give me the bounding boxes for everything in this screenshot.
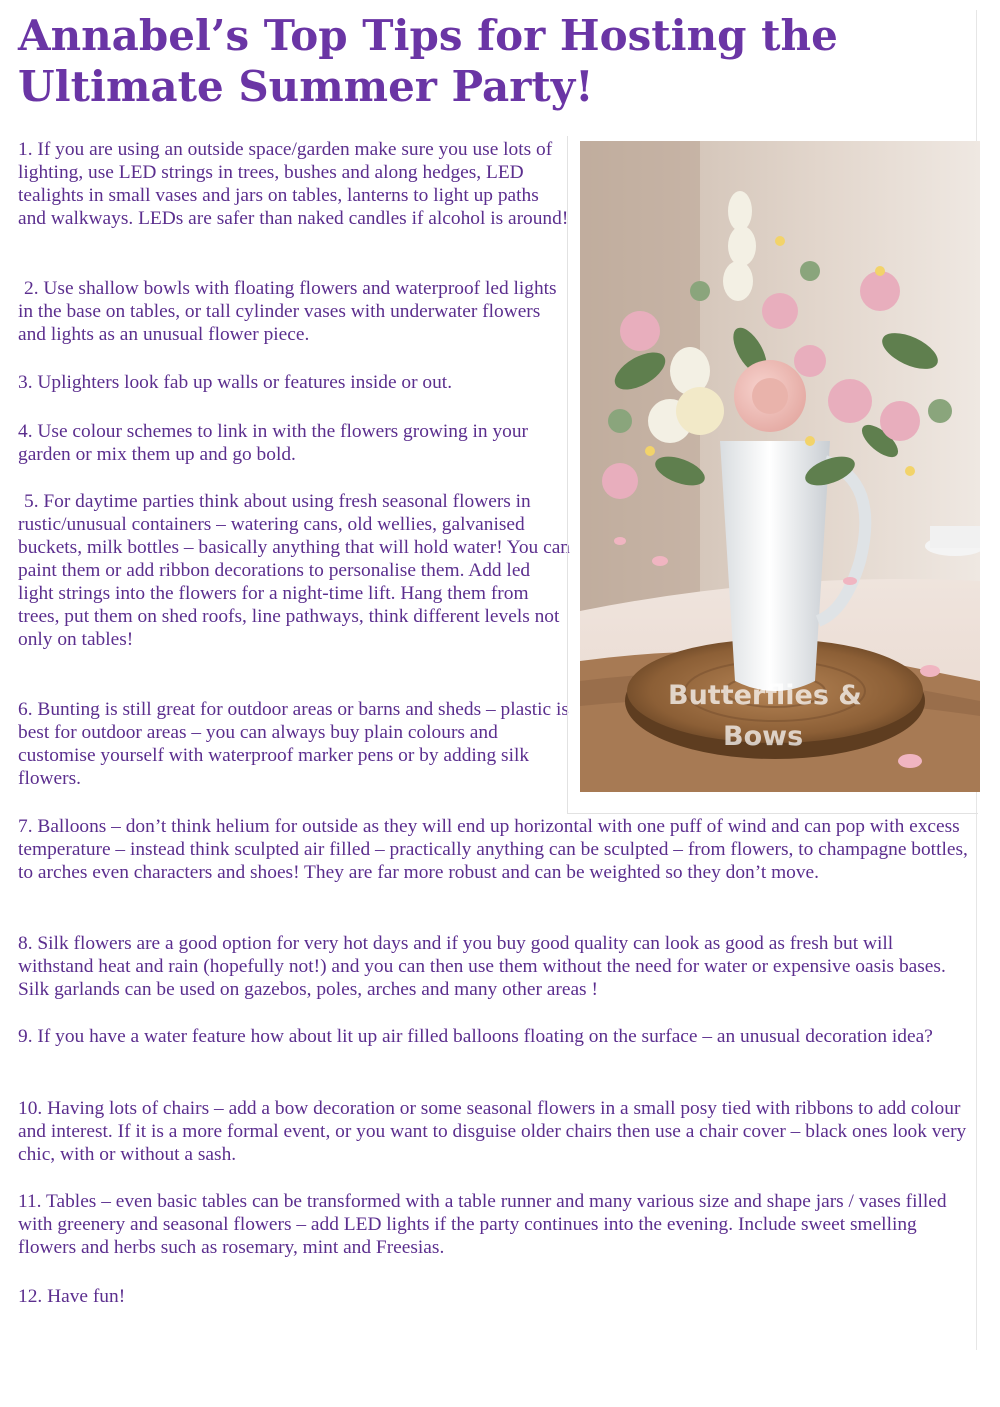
flower-jug-photo [580, 141, 980, 792]
tip-3: 3. Uplighters look fab up walls or features inside or out. [18, 372, 453, 393]
tip-2: 2. Use shallow bowls with floating flowers and waterproof led lights in the base on tables, or tall cylinder vases with underwater flowers and lights as an unusual flower piece. [18, 278, 557, 345]
watermark-line-2: Bows [723, 721, 804, 752]
tip-5: 5. For daytime parties think about using fresh seasonal flowers in rustic/unusual containers – watering cans, old wellies, galvanised buckets, milk bottles – basically anything that will hold water! You can paint them or add ribbon decorations to personalise them. Add led light strings into the flowers for a night-time lift. Hang them from trees, put them on shed roofs, line pathways, think different levels not only on tables! [18, 491, 571, 650]
tip-12: 12. Have fun! [18, 1286, 126, 1307]
page-title: Annabel’s Top Tips for Hosting the Ultimate Summer Party! [18, 11, 838, 111]
tip-11: 11. Tables – even basic tables can be transformed with a table runner and many various size and shape jars / vases filled with greenery and seasonal flowers – add LED lights if the party continues into the evening. Include sweet smelling flowers and herbs such as rosemary, mint and Freesias. [18, 1191, 947, 1258]
tip-1: 1. If you are using an outside space/garden make sure you use lots of lighting, use LED strings in trees, bushes and along hedges, LED tealights in small vases and jars on tables, lanterns to light up paths and walkways. LEDs are safer than naked candles if alcohol is around! [18, 139, 569, 229]
tip-10: 10. Having lots of chairs – add a bow decoration or some seasonal flowers in a small posy tied with ribbons to add colour and interest. If it is a more formal event, or you want to disguise older chairs then use a chair cover – black ones look very chic, with or without a sash. [18, 1098, 967, 1165]
tip-4: 4. Use colour schemes to link in with the flowers growing in your garden or mix them up and go bold. [18, 421, 528, 465]
tip-7: 7. Balloons – don’t think helium for outside as they will end up horizontal with one puff of wind and can pop with excess temperature – instead think sculpted air filled – practically anything can be sculpted – from flowers, to champagne bottles, to arches even characters and shoes! They are far more robust and can be weighted so they don’t move. [18, 816, 968, 883]
watermark-line-1: Butterflies & [668, 680, 862, 711]
tip-8: 8. Silk flowers are a good option for very hot days and if you buy good quality can look as good as fresh but will withstand heat and rain (hopefully not!) and you can then use them without the need for water or expensive oasis bases. Silk garlands can be used on gazebos, poles, arches and many other areas ! [18, 933, 946, 1000]
tip-6: 6. Bunting is still great for outdoor areas or barns and sheds – plastic is best for outdoor areas – you can always buy plain colours and customise yourself with waterproof marker pens or by adding silk flowers. [18, 699, 569, 789]
tip-9: 9. If you have a water feature how about lit up air filled balloons floating on the surface – an unusual decoration idea? [18, 1026, 933, 1047]
